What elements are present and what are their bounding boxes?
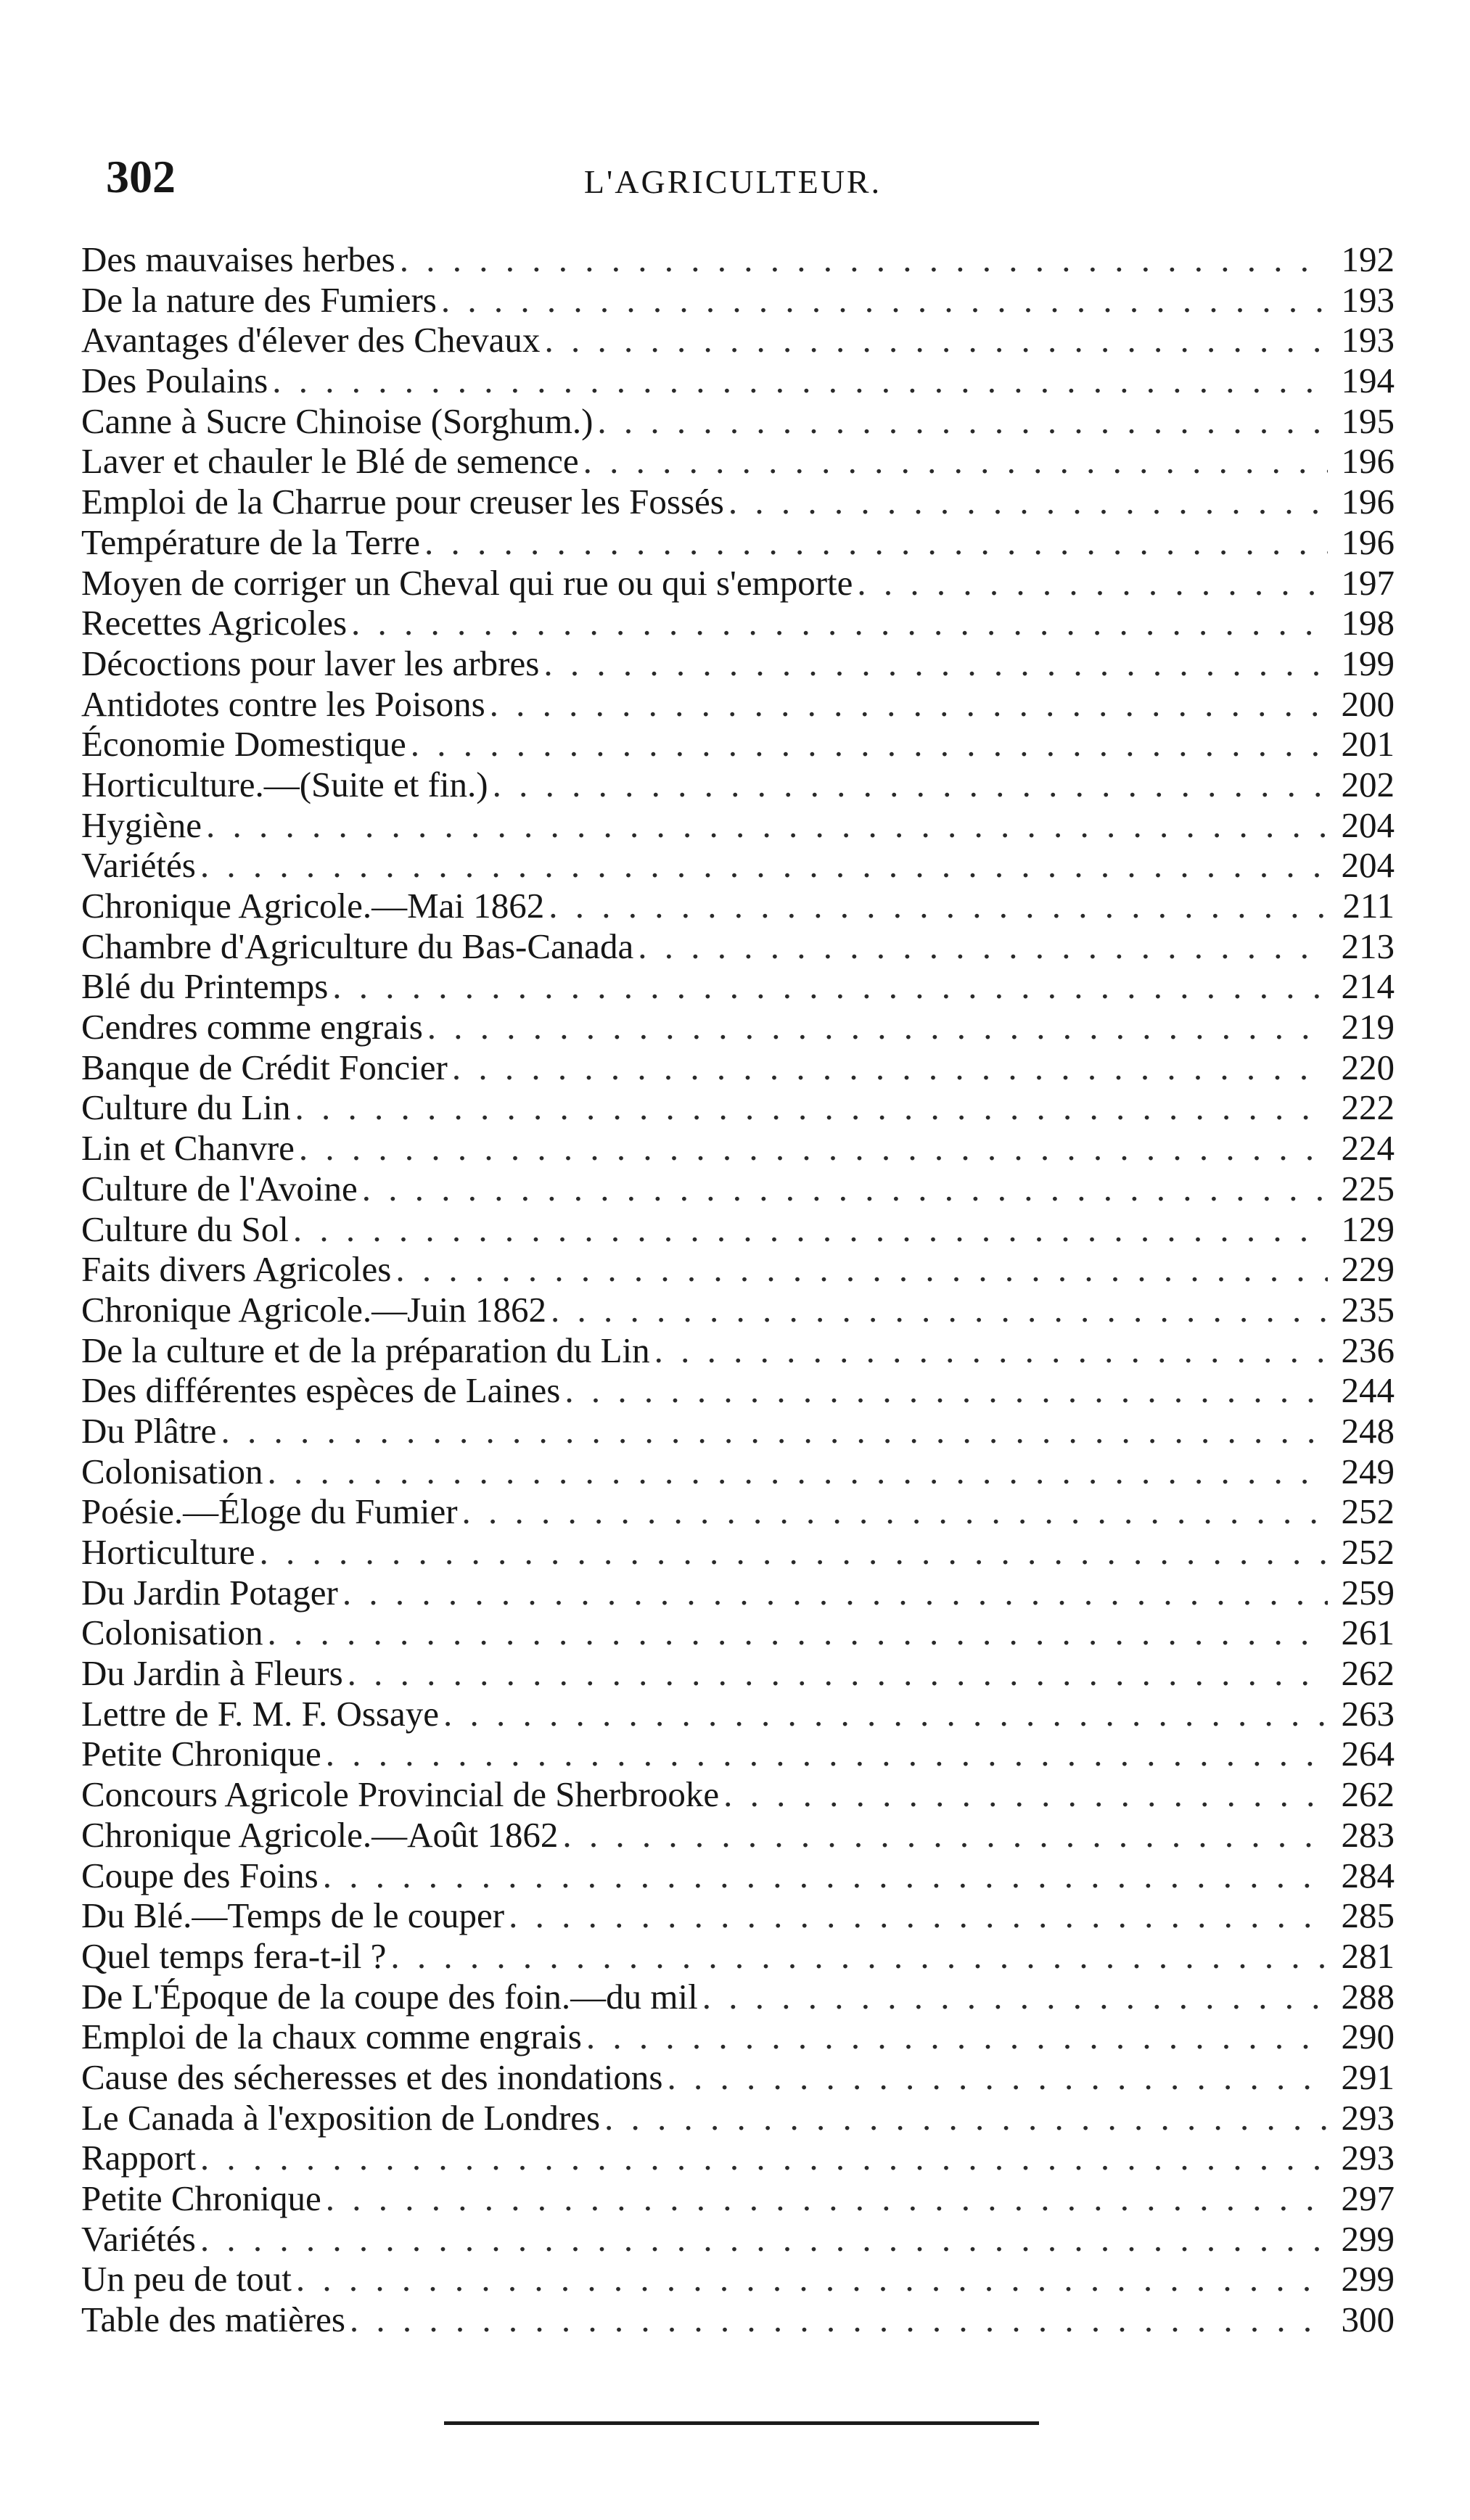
toc-entry-title: De la culture et de la préparation du Lin bbox=[81, 1330, 650, 1370]
toc-entry bbox=[81, 1936, 1395, 1977]
toc-entry bbox=[81, 2057, 1395, 2098]
toc-entry bbox=[81, 2299, 1395, 2340]
toc-entry bbox=[81, 1895, 1395, 1936]
toc-entry bbox=[81, 2259, 1395, 2299]
toc-entry-title: Variétés bbox=[81, 845, 196, 886]
dot-leader bbox=[351, 603, 1328, 643]
toc-entry-page: 262 bbox=[1341, 1653, 1395, 1694]
toc-entry bbox=[81, 1491, 1395, 1532]
dot-leader bbox=[728, 482, 1328, 522]
dot-leader bbox=[267, 1613, 1328, 1653]
toc-entry bbox=[81, 1128, 1395, 1169]
dot-leader bbox=[362, 1169, 1328, 1209]
dot-leader bbox=[259, 1532, 1328, 1573]
toc-entry bbox=[81, 1047, 1395, 1088]
toc-entry-title: Banque de Crédit Foncier bbox=[81, 1047, 448, 1087]
toc-entry-title: De la nature des Fumiers bbox=[81, 279, 437, 320]
toc-entry-title: Chronique Agricole.—Juin 1862 bbox=[81, 1289, 547, 1330]
toc-entry-page: 300 bbox=[1341, 2299, 1395, 2340]
toc-entry bbox=[81, 1290, 1395, 1330]
dot-leader bbox=[326, 1734, 1328, 1774]
toc-entry-title: Emploi de la chaux comme engrais bbox=[81, 2017, 582, 2057]
page-number: 302 bbox=[106, 151, 176, 202]
toc-entry bbox=[81, 320, 1395, 361]
toc-entry-page: 284 bbox=[1341, 1855, 1395, 1895]
toc-entry-title: Le Canada à l'exposition de Londres bbox=[81, 2097, 601, 2138]
dot-leader bbox=[493, 765, 1328, 805]
toc-entry bbox=[81, 1249, 1395, 1290]
dot-leader bbox=[411, 724, 1328, 765]
toc-entry-title: Du Jardin Potager bbox=[81, 1572, 338, 1613]
toc-entry bbox=[81, 2017, 1395, 2057]
toc-entry-page: 214 bbox=[1341, 966, 1395, 1007]
toc-entry-page: 297 bbox=[1341, 2178, 1395, 2218]
toc-entry bbox=[81, 2098, 1395, 2138]
dot-leader bbox=[200, 2219, 1328, 2260]
dot-leader bbox=[395, 1249, 1328, 1290]
toc-entry-page: 202 bbox=[1341, 764, 1395, 804]
toc-entry-title: Du Jardin à Fleurs bbox=[81, 1653, 343, 1694]
toc-entry-title: Canne à Sucre Chinoise (Sorghum.) bbox=[81, 400, 594, 441]
toc-entry-title: Culture de l'Avoine bbox=[81, 1168, 358, 1208]
dot-leader bbox=[272, 361, 1328, 401]
toc-entry-title: Antidotes contre les Poisons bbox=[81, 683, 485, 724]
toc-entry bbox=[81, 805, 1395, 846]
toc-entry bbox=[81, 1007, 1395, 1047]
dot-leader bbox=[638, 926, 1328, 967]
toc-entry-page: 252 bbox=[1341, 1491, 1395, 1532]
toc-entry bbox=[81, 1734, 1395, 1774]
dot-leader bbox=[443, 1694, 1328, 1734]
toc-entry-title: De L'Époque de la coupe des foin.—du mil bbox=[81, 1976, 698, 2017]
toc-entry-title: Horticulture bbox=[81, 1532, 255, 1572]
toc-entry-title: Avantages d'élever des Chevaux bbox=[81, 320, 541, 361]
toc-entry bbox=[81, 643, 1395, 684]
toc-entry-title: Hygiène bbox=[81, 804, 202, 845]
toc-entry bbox=[81, 1370, 1395, 1411]
toc-entry-title: Horticulture.—(Suite et fin.) bbox=[81, 764, 488, 804]
toc-entry-page: 281 bbox=[1341, 1935, 1395, 1976]
toc-entry-page: 196 bbox=[1341, 441, 1395, 482]
toc-entry bbox=[81, 522, 1395, 563]
toc-entry bbox=[81, 1532, 1395, 1573]
toc-entry bbox=[81, 1169, 1395, 1209]
toc-entry bbox=[81, 1653, 1395, 1694]
dot-leader bbox=[293, 1209, 1328, 1250]
toc-entry-page: 259 bbox=[1341, 1572, 1395, 1613]
toc-entry-title: Colonisation bbox=[81, 1451, 263, 1491]
dot-leader bbox=[206, 805, 1328, 846]
toc-entry bbox=[81, 724, 1395, 765]
toc-entry bbox=[81, 1815, 1395, 1856]
dot-leader bbox=[267, 1452, 1328, 1492]
toc-entry-title: Blé du Printemps bbox=[81, 966, 329, 1007]
dot-leader bbox=[543, 643, 1328, 684]
toc-entry bbox=[81, 361, 1395, 401]
toc-entry-page: 288 bbox=[1341, 1976, 1395, 2017]
toc-entry-title: Des différentes espèces de Laines bbox=[81, 1370, 561, 1411]
toc-entry-title: Faits divers Agricoles bbox=[81, 1249, 392, 1290]
toc-entry-page: 229 bbox=[1341, 1249, 1395, 1290]
toc-entry-title: Économie Domestique bbox=[81, 724, 406, 765]
toc-entry-page: 262 bbox=[1341, 1774, 1395, 1815]
toc-entry-page: 293 bbox=[1341, 2138, 1395, 2178]
dot-leader bbox=[326, 2178, 1328, 2219]
dot-leader bbox=[299, 1128, 1328, 1169]
toc-entry-title: Culture du Sol bbox=[81, 1208, 289, 1249]
toc-entry bbox=[81, 441, 1395, 482]
toc-entry bbox=[81, 2178, 1395, 2219]
toc-entry-page: 249 bbox=[1341, 1451, 1395, 1491]
dot-leader bbox=[549, 886, 1328, 926]
dot-leader bbox=[551, 1290, 1328, 1330]
toc-entry bbox=[81, 603, 1395, 643]
toc-entry-title: Cendres comme engrais bbox=[81, 1007, 423, 1047]
toc-entry-page: 235 bbox=[1341, 1289, 1395, 1330]
dot-leader bbox=[323, 1856, 1328, 1896]
dot-leader bbox=[654, 1330, 1328, 1371]
dot-leader bbox=[332, 966, 1328, 1007]
toc-entry-title: Emploi de la Charrue pour creuser les Fossés bbox=[81, 482, 724, 522]
toc-entry bbox=[81, 280, 1395, 321]
toc-entry bbox=[81, 1087, 1395, 1128]
dot-leader bbox=[452, 1047, 1328, 1088]
dot-leader bbox=[200, 2138, 1328, 2178]
toc-entry-title: Des Poulains bbox=[81, 361, 268, 401]
toc-entry bbox=[81, 1613, 1395, 1653]
toc-entry-page: 299 bbox=[1341, 2218, 1395, 2259]
toc-entry-page: 261 bbox=[1341, 1613, 1395, 1653]
toc-entry-page: 194 bbox=[1341, 361, 1395, 401]
toc-entry bbox=[81, 1452, 1395, 1492]
toc-entry-title: Un peu de tout bbox=[81, 2259, 292, 2299]
toc-entry bbox=[81, 1330, 1395, 1371]
toc-entry-title: Lin et Chanvre bbox=[81, 1128, 295, 1169]
toc-entry bbox=[81, 401, 1395, 442]
toc-entry-page: 224 bbox=[1341, 1128, 1395, 1169]
dot-leader bbox=[342, 1573, 1328, 1613]
toc-entry-page: 285 bbox=[1341, 1895, 1395, 1936]
toc-entry bbox=[81, 1209, 1395, 1250]
toc-entry-page: 264 bbox=[1341, 1734, 1395, 1774]
dot-leader bbox=[597, 401, 1328, 442]
toc-entry-title: Du Blé.—Temps de le couper bbox=[81, 1895, 505, 1936]
toc-entry-title: Poésie.—Éloge du Fumier bbox=[81, 1491, 458, 1532]
toc-entry bbox=[81, 2138, 1395, 2178]
toc-entry bbox=[81, 1977, 1395, 2017]
toc-entry-title: Température de la Terre bbox=[81, 522, 420, 562]
dot-leader bbox=[723, 1774, 1328, 1815]
dot-leader bbox=[604, 2098, 1328, 2138]
toc-entry-page: 236 bbox=[1341, 1330, 1395, 1370]
toc-entry-page: 204 bbox=[1341, 845, 1395, 886]
dot-leader bbox=[348, 1653, 1328, 1694]
dot-leader bbox=[424, 522, 1328, 563]
toc-entry-page: 196 bbox=[1341, 482, 1395, 522]
toc-entry-page: 204 bbox=[1341, 804, 1395, 845]
toc-entry-page: 299 bbox=[1341, 2259, 1395, 2299]
toc-entry-page: 197 bbox=[1341, 562, 1395, 603]
toc-entry-page: 193 bbox=[1341, 320, 1395, 361]
toc-entry-title: Culture du Lin bbox=[81, 1087, 291, 1128]
toc-entry-title: Variétés bbox=[81, 2218, 196, 2259]
toc-entry-title: Concours Agricole Provincial de Sherbrooke bbox=[81, 1774, 720, 1815]
toc-entry-title: Des mauvaises herbes bbox=[81, 239, 395, 279]
toc-entry bbox=[81, 886, 1395, 926]
dot-leader bbox=[441, 280, 1328, 321]
dot-leader bbox=[296, 2259, 1328, 2299]
toc-entry-page: 195 bbox=[1341, 400, 1395, 441]
toc-entry-title: Petite Chronique bbox=[81, 2178, 321, 2218]
dot-leader bbox=[295, 1087, 1328, 1128]
dot-leader bbox=[586, 2017, 1328, 2057]
toc-entry-title: Décoctions pour laver les arbres bbox=[81, 643, 540, 683]
dot-leader bbox=[350, 2299, 1328, 2340]
toc-entry-title: Recettes Agricoles bbox=[81, 603, 348, 643]
dot-leader bbox=[462, 1491, 1328, 1532]
running-head: L'AGRICULTEUR. bbox=[583, 163, 882, 200]
toc-entry bbox=[81, 1694, 1395, 1734]
toc-entry bbox=[81, 563, 1395, 604]
closing-rule bbox=[444, 2421, 1039, 2425]
dot-leader bbox=[583, 441, 1328, 482]
toc-entry-page: 252 bbox=[1341, 1532, 1395, 1572]
toc-entry bbox=[81, 239, 1395, 280]
toc-entry-title: Chronique Agricole.—Août 1862 bbox=[81, 1814, 559, 1855]
toc-entry-page: 192 bbox=[1341, 239, 1395, 279]
dot-leader bbox=[400, 239, 1328, 280]
toc-entry-page: 193 bbox=[1341, 279, 1395, 320]
toc-entry-title: Petite Chronique bbox=[81, 1734, 321, 1774]
toc-entry bbox=[81, 482, 1395, 522]
toc-entry-page: 129 bbox=[1341, 1208, 1395, 1249]
toc-entry-title: Du Plâtre bbox=[81, 1410, 217, 1451]
toc-entry-title: Laver et chauler le Blé de semence bbox=[81, 441, 579, 482]
toc-entry bbox=[81, 1856, 1395, 1896]
toc-entry bbox=[81, 966, 1395, 1007]
toc-entry-page: 225 bbox=[1341, 1168, 1395, 1208]
dot-leader bbox=[390, 1936, 1328, 1977]
toc-entry-page: 263 bbox=[1341, 1693, 1395, 1734]
toc-entry-page: 248 bbox=[1341, 1410, 1395, 1451]
toc-entry-page: 196 bbox=[1341, 522, 1395, 562]
toc-entry bbox=[81, 1411, 1395, 1452]
dot-leader bbox=[544, 320, 1328, 361]
table-of-contents bbox=[81, 239, 1395, 2340]
dot-leader bbox=[562, 1815, 1328, 1856]
toc-entry-page: 293 bbox=[1341, 2097, 1395, 2138]
dot-leader bbox=[200, 845, 1328, 886]
toc-entry-title: Chambre d'Agriculture du Bas-Canada bbox=[81, 926, 634, 966]
dot-leader bbox=[668, 2057, 1329, 2098]
dot-leader bbox=[509, 1895, 1328, 1936]
toc-entry bbox=[81, 765, 1395, 805]
dot-leader bbox=[221, 1411, 1328, 1452]
toc-entry-page: 200 bbox=[1341, 683, 1395, 724]
toc-entry bbox=[81, 1573, 1395, 1613]
toc-entry-page: 211 bbox=[1342, 886, 1395, 926]
toc-entry-page: 201 bbox=[1341, 724, 1395, 765]
toc-entry bbox=[81, 684, 1395, 725]
toc-entry-page: 199 bbox=[1341, 643, 1395, 683]
dot-leader bbox=[702, 1977, 1328, 2017]
dot-leader bbox=[490, 684, 1328, 725]
toc-entry-page: 213 bbox=[1341, 926, 1395, 966]
toc-entry bbox=[81, 2219, 1395, 2260]
toc-entry bbox=[81, 1774, 1395, 1815]
toc-entry bbox=[81, 845, 1395, 886]
toc-entry-title: Rapport bbox=[81, 2138, 196, 2178]
toc-entry-title: Moyen de corriger un Cheval qui rue ou qui s'emporte bbox=[81, 562, 853, 603]
toc-entry-page: 222 bbox=[1341, 1087, 1395, 1128]
toc-entry-page: 244 bbox=[1341, 1370, 1395, 1411]
toc-entry-page: 219 bbox=[1341, 1007, 1395, 1047]
dot-leader bbox=[857, 563, 1328, 604]
toc-entry-page: 220 bbox=[1341, 1047, 1395, 1087]
toc-entry-page: 283 bbox=[1341, 1814, 1395, 1855]
toc-entry-title: Lettre de F. M. F. Ossaye bbox=[81, 1693, 439, 1734]
toc-entry-title: Quel temps fera-t-il ? bbox=[81, 1935, 387, 1976]
toc-entry-title: Cause des sécheresses et des inondations bbox=[81, 2056, 663, 2097]
toc-entry-title: Table des matières bbox=[81, 2299, 345, 2340]
toc-entry-page: 291 bbox=[1341, 2056, 1395, 2097]
toc-entry bbox=[81, 926, 1395, 967]
dot-leader bbox=[427, 1007, 1328, 1047]
toc-entry-title: Chronique Agricole.—Mai 1862 bbox=[81, 886, 545, 926]
toc-entry-title: Colonisation bbox=[81, 1613, 263, 1653]
toc-entry-title: Coupe des Foins bbox=[81, 1855, 319, 1895]
toc-entry-page: 198 bbox=[1341, 603, 1395, 643]
toc-entry-page: 290 bbox=[1341, 2017, 1395, 2057]
dot-leader bbox=[564, 1370, 1328, 1411]
